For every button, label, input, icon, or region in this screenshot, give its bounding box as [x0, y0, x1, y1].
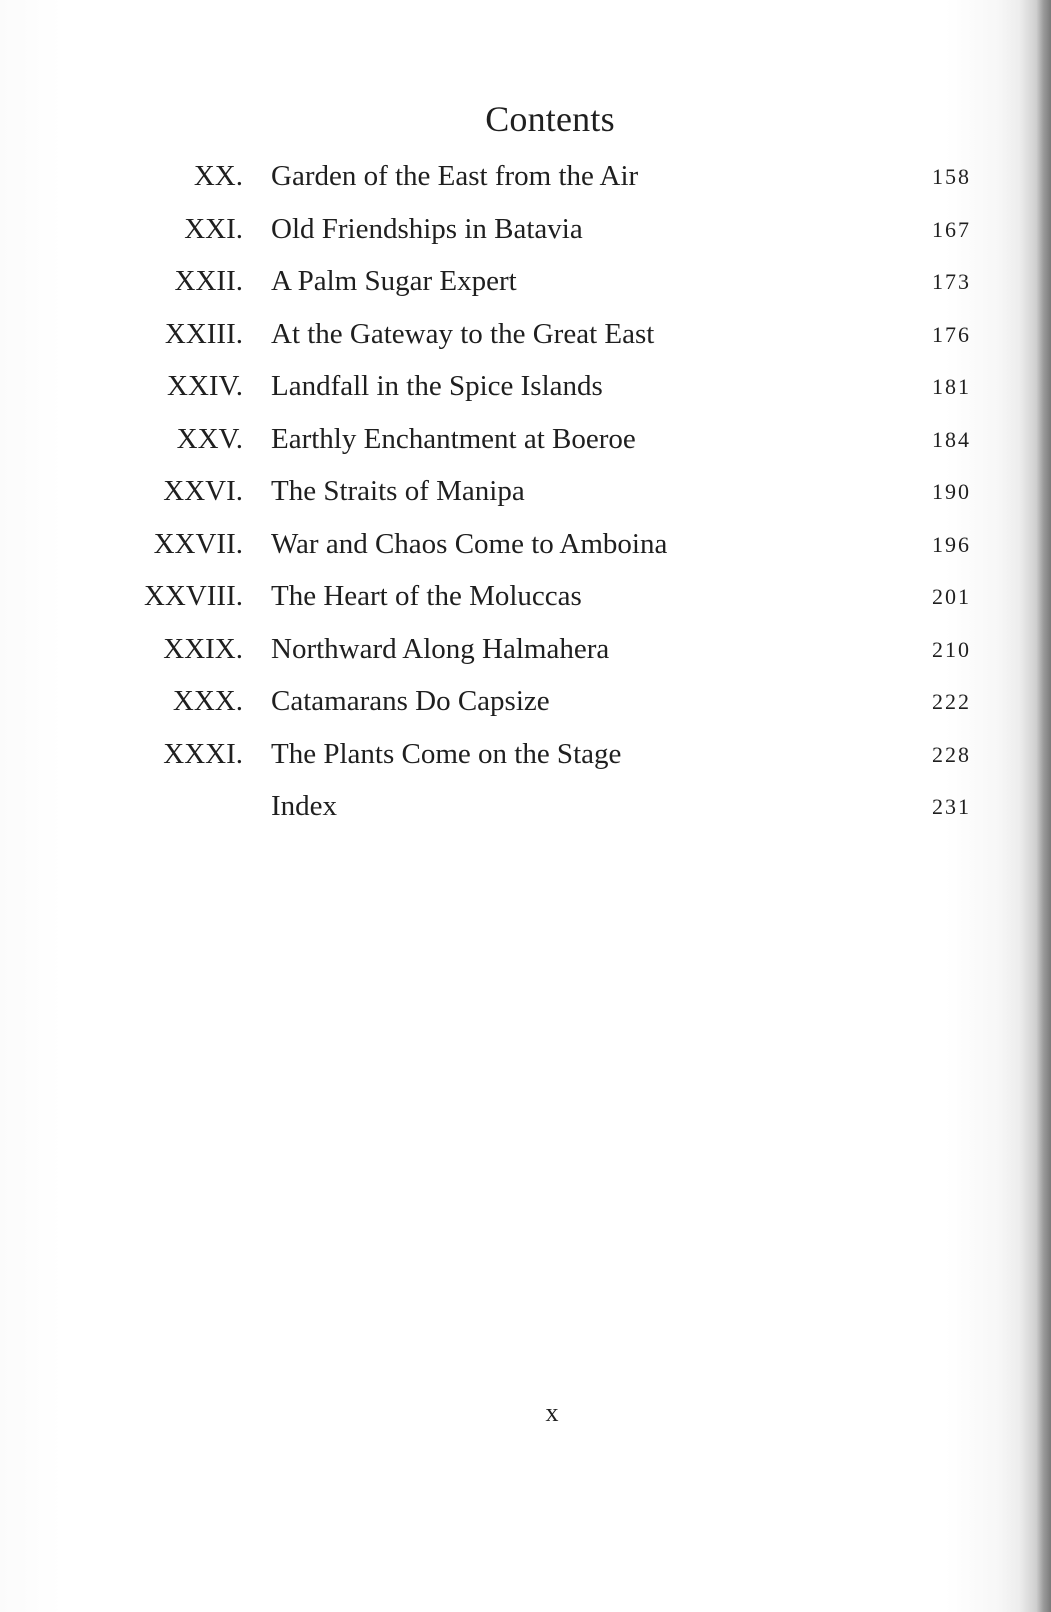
toc-entry — [0, 213, 1051, 266]
chapter-page: 190 — [932, 479, 971, 504]
toc-entry — [0, 580, 1051, 633]
toc-entry — [0, 528, 1051, 581]
page-heading: Contents — [485, 99, 615, 139]
chapter-number: XXXI. — [163, 737, 243, 770]
chapter-title: Northward Along Halmahera — [271, 632, 610, 665]
chapter-title: Landfall in the Spice Islands — [271, 370, 603, 402]
chapter-title: Garden of the East from the Air — [271, 160, 639, 192]
chapter-number: XXIV. — [167, 370, 243, 402]
chapter-page: 228 — [932, 741, 971, 767]
chapter-page: 210 — [932, 636, 971, 662]
chapter-number: XXIX. — [163, 632, 243, 665]
table-of-contents — [0, 160, 1051, 843]
toc-entry — [0, 318, 1051, 371]
chapter-title: Catamarans Do Capsize — [271, 685, 550, 717]
chapter-number: XXI. — [184, 212, 243, 245]
chapter-number: XXVIII. — [143, 580, 243, 612]
chapter-page: 196 — [932, 531, 971, 557]
toc-entry-index — [0, 790, 1051, 843]
index-title: Index — [271, 790, 338, 822]
chapter-title: The Plants Come on the Stage — [271, 737, 622, 770]
chapter-page: 222 — [932, 689, 971, 714]
chapter-number: XXIII. — [164, 317, 243, 350]
chapter-number: XXVII. — [153, 527, 243, 560]
toc-entry — [0, 685, 1051, 738]
toc-entry — [0, 370, 1051, 423]
toc-entry — [0, 475, 1051, 528]
chapter-number: XX. — [193, 160, 243, 192]
chapter-page: 181 — [932, 374, 971, 399]
toc-entry — [0, 423, 1051, 476]
chapter-number: XXII. — [174, 265, 243, 297]
chapter-title: The Straits of Manipa — [271, 475, 525, 507]
chapter-number: XXVI. — [163, 475, 243, 507]
chapter-title: The Heart of the Moluccas — [271, 580, 582, 612]
chapter-page: 201 — [932, 584, 971, 609]
chapter-page: 167 — [932, 216, 971, 242]
chapter-title: Earthly Enchantment at Boeroe — [271, 422, 636, 455]
chapter-title: A Palm Sugar Expert — [271, 265, 517, 297]
chapter-number: XXX. — [172, 685, 243, 717]
toc-entry — [0, 633, 1051, 686]
page-folio: x — [545, 1398, 559, 1427]
toc-entry — [0, 160, 1051, 213]
chapter-page: 184 — [932, 426, 971, 452]
toc-entry — [0, 265, 1051, 318]
index-page: 231 — [932, 794, 971, 819]
chapter-page: 173 — [932, 269, 971, 294]
chapter-title: War and Chaos Come to Amboina — [271, 527, 668, 560]
chapter-number: XXV. — [176, 422, 243, 455]
chapter-page: 158 — [932, 164, 971, 189]
chapter-title: At the Gateway to the Great East — [271, 317, 655, 350]
chapter-title: Old Friendships in Batavia — [271, 212, 583, 245]
toc-entry — [0, 738, 1051, 791]
chapter-page: 176 — [932, 321, 971, 347]
